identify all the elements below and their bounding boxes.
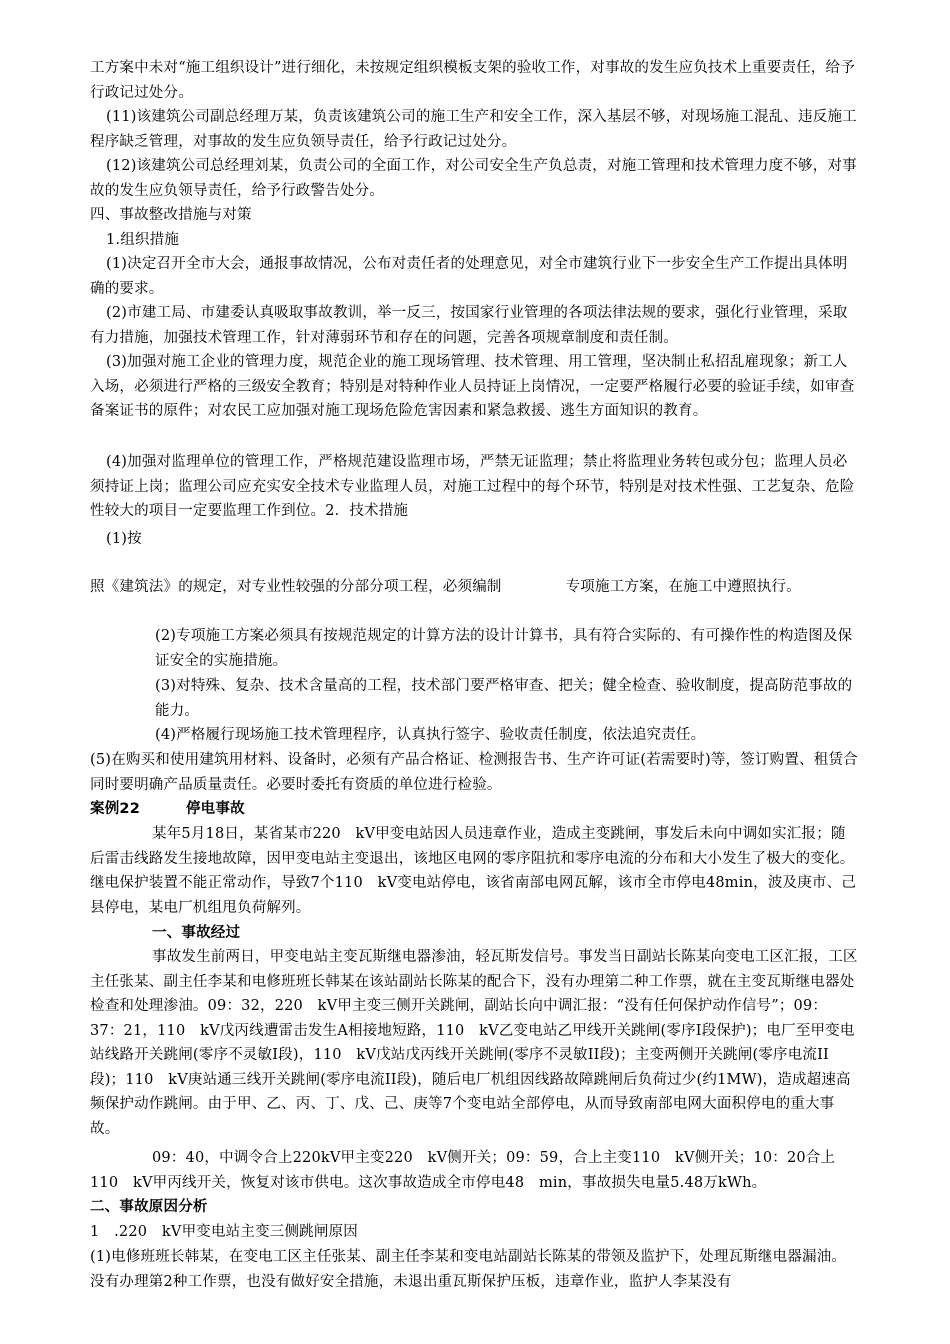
paragraph: 事故发生前两日，甲变电站主变瓦斯继电器渗油，轻瓦斯发信号。事发当日副站长陈某向变电工区汇报，工区主任张某、副主任李某和电修班班长韩某在该站副站长陈某的配合下，没有办理第二种工作票，就在主变瓦斯继电器处检查和处理渗油。09：32，220 kV甲主变三侧开关跳闸，副站长向中调汇报：“没有任何保护动作信号”；09：37：21，110 kV戊丙线遭雷击发生A相接地短路，110 kV乙变电站乙甲线开关跳闸(零序Ⅰ段保护)；电厂至甲变电站线路开关跳闸(零序不灵敏Ⅰ段)，110 kV戊站戊丙线开关跳闸(零序不灵敏II段)；主变两侧开关跳闸(零序电流II段)；110 kV庚站通三线开关跳闸(零序电流II段)，随后电厂机组因线路故障跳闸后负荷过少(约1MW)，造成超速高频保护动作跳闸。由于甲、乙、丙、丁、戊、己、庚等7个变电站全部停电，从而导致南部电网大面积停电的重大事故。 [90,949,858,1137]
paragraph: (11)该建筑公司副总经理万某，负责该建筑公司的施工生产和安全工作，深入基层不够，对现场施工混乱、违反施工程序缺乏管理，对事故的发生应负领导责任，给予行政记过处分。 [90,109,857,150]
case-number: 案例22 [90,801,140,817]
paragraph: (2)专项施工方案必须具有按规范规定的计算方法的设计计算书，具有符合实际的、有可操作性的构造图及保证安全的实施措施。 [155,628,853,669]
section-heading: 四、事故整改措施与对策 [90,207,252,223]
paragraph: (1)按 [106,531,142,547]
paragraph: (3)加强对施工企业的管理力度，规范企业的施工现场管理、技术管理、用工管理，坚决制止私招乱雇现象；新工人入场，必须进行严格的三级安全教育；特别是对特种作业人员持证上岗情况，一定要严格履行必要的验证手续，如审查备案证书的原件；对农民工应加强对施工现场危险危害因素和紧急救援、逃生方面知识的教育。 [90,354,855,419]
section-heading: 二、事故原因分析 [90,1199,208,1215]
paragraph: (1)电修班班长韩某，在变电工区主任张某、副主任李某和变电站副站长陈某的带领及监护下，处理瓦斯继电器漏油。没有办理第2种工作票，也没有做好安全措施，未退出重瓦斯保护压板，违章作业，监护人李某没有 [90,1249,847,1290]
paragraph: (4)加强对监理单位的管理工作，严格规范建设监理市场，严禁无证监理；禁止将监理业务转包或分包；监理人员必须持证上岗；监理公司应充实安全技术专业监理人员，对施工过程中的每个环节，特别是对技术性强、工艺复杂、危险性较大的项目一定要监理工作到位。2．技术措施 [90,454,855,519]
case-heading [90,797,860,822]
paragraph: (1)决定召开全市大会，通报事故情况，公布对责任者的处理意见，对全市建筑行业下一步安全生产工作提出具体明确的要求。 [90,256,848,297]
subsection-heading: 1 .220 kV甲变电站主变三侧跳闸原因 [90,1224,358,1240]
paragraph: (3)对特殊、复杂、技术含量高的工程，技术部门要严格审查、把关；健全检查、验收制度，提高防范事故的能力。 [155,678,853,719]
subsection-heading: 1.组织措施 [106,232,180,248]
paragraph: 09：40，中调令合上220kV甲主变220 kV侧开关；09：59，合上主变110 kV侧开关；10：20合上110 kV甲丙线开关，恢复对该市供电。这次事故造成全市停电48 min，事故损失电量5.48万kWh。 [90,1150,836,1191]
paragraph-part: 照《建筑法》的规定，对专业性较强的分部分项工程，必须编制 [90,579,502,595]
case-title: 停电事故 [185,801,245,817]
paragraph: 某年5月18日，某省某市220 kV甲变电站因人员违章作业，造成主变跳闸，事发后未向中调如实汇报；随后雷击线路发生接地故障，因甲变电站主变退出，该地区电网的零序阻抗和零序电流的分布和大小发生了极大的变化。继电保护装置不能正常动作，导致7个110 kV变电站停电，该省南部电网瓦解，该市全市停电48min，波及庚市、己县停电，某电厂机组甩负荷解列。 [90,826,857,916]
paragraph: (4)严格履行现场施工技术管理程序，认真执行签字、验收责任制度，依法追究责任。 [155,727,706,743]
paragraph: (12)该建筑公司总经理刘某，负责公司的全面工作，对公司安全生产负总责，对施工管理和技术管理力度不够，对事故的发生应负领导责任，给予行政警告处分。 [90,158,857,199]
paragraph: (5)在购买和使用建筑用材料、设备时，必须有产品合格证、检测报告书、生产许可证(若需要时)等，签订购置、租赁合同时要明确产品质量责任。必要时委托有资质的单位进行检验。 [90,752,858,793]
paragraph: (2)市建工局、市建委认真吸取事故教训，举一反三，按国家行业管理的各项法律法规的要求，强化行业管理，采取有力措施，加强技术管理工作，针对薄弱环节和存在的问题，完善各项规章制度和责任制。 [90,305,848,346]
section-heading: 一、事故经过 [152,925,241,941]
paragraph-part: 专项施工方案，在施工中遵照执行。 [565,579,801,595]
paragraph: 工方案中未对“施工组织设计”进行细化，未按规定组织模板支架的验收工作，对事故的发生应负技术上重要责任，给予行政记过处分。 [90,60,855,101]
paragraph [90,575,860,600]
